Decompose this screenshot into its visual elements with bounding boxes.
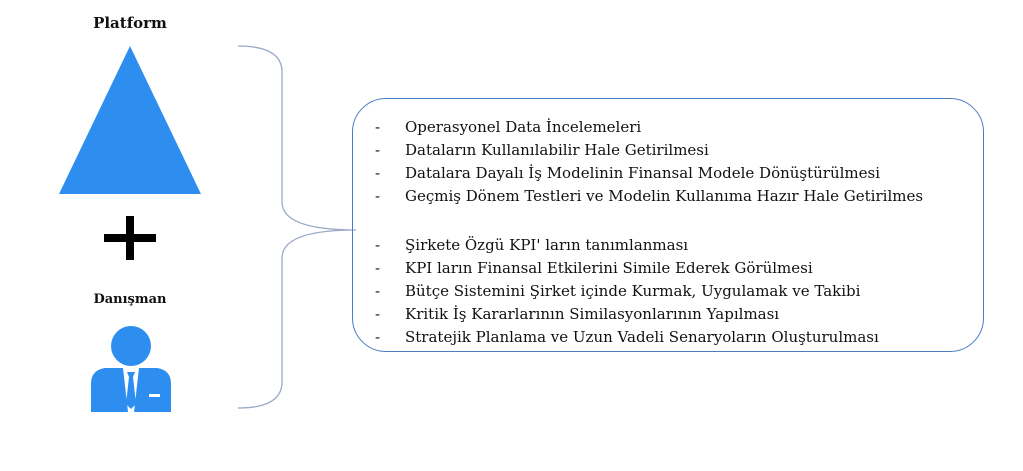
- list-item-text: Geçmiş Dönem Testleri ve Modelin Kullanıma Hazır Hale Getirilmes: [405, 187, 924, 205]
- curly-bracket: [238, 42, 356, 412]
- bullet-marker: -: [375, 328, 381, 346]
- advisor-label: Danışman: [93, 292, 167, 307]
- plus-icon: [104, 216, 156, 260]
- list-item: [375, 326, 879, 349]
- bullet-marker: -: [375, 236, 381, 254]
- list-item-text: Bütçe Sistemini Şirket içinde Kurmak, Uygulamak ve Takibi: [405, 282, 861, 300]
- list-item-text: Dataların Kullanılabilir Hale Getirilmesi: [405, 141, 709, 159]
- platform-label: Platform: [93, 14, 167, 32]
- list-item: [375, 185, 923, 208]
- list-item: [375, 139, 923, 162]
- list-item: [375, 162, 923, 185]
- bullet-marker: -: [375, 141, 381, 159]
- list-item-text: Stratejik Planlama ve Uzun Vadeli Senaryoların Oluşturulması: [405, 328, 879, 346]
- list-item: [375, 257, 879, 280]
- list-item-text: Şirkete Özgü KPI' ların tanımlanması: [405, 236, 689, 254]
- bullet-marker: -: [375, 187, 381, 205]
- list-item-text: Kritik İş Kararlarının Similasyonlarının Yapılması: [405, 305, 780, 323]
- bullet-marker: -: [375, 164, 381, 182]
- list-item: [375, 234, 879, 257]
- bullet-marker: -: [375, 305, 381, 323]
- list-item-text: Operasyonel Data İncelemeleri: [405, 118, 642, 136]
- person-icon: [91, 324, 171, 412]
- list-item-text: Datalara Dayalı İş Modelinin Finansal Modele Dönüştürülmesi: [405, 164, 881, 182]
- triangle-icon: [59, 46, 201, 196]
- kpi-services-list: [375, 234, 879, 349]
- services-box: [352, 98, 984, 352]
- bullet-marker: -: [375, 259, 381, 277]
- bullet-marker: -: [375, 118, 381, 136]
- list-item: [375, 116, 923, 139]
- list-item: [375, 303, 879, 326]
- list-item: [375, 280, 879, 303]
- list-item-text: KPI ların Finansal Etkilerini Simile Ederek Görülmesi: [405, 259, 813, 277]
- bullet-marker: -: [375, 282, 381, 300]
- data-services-list: [375, 116, 923, 208]
